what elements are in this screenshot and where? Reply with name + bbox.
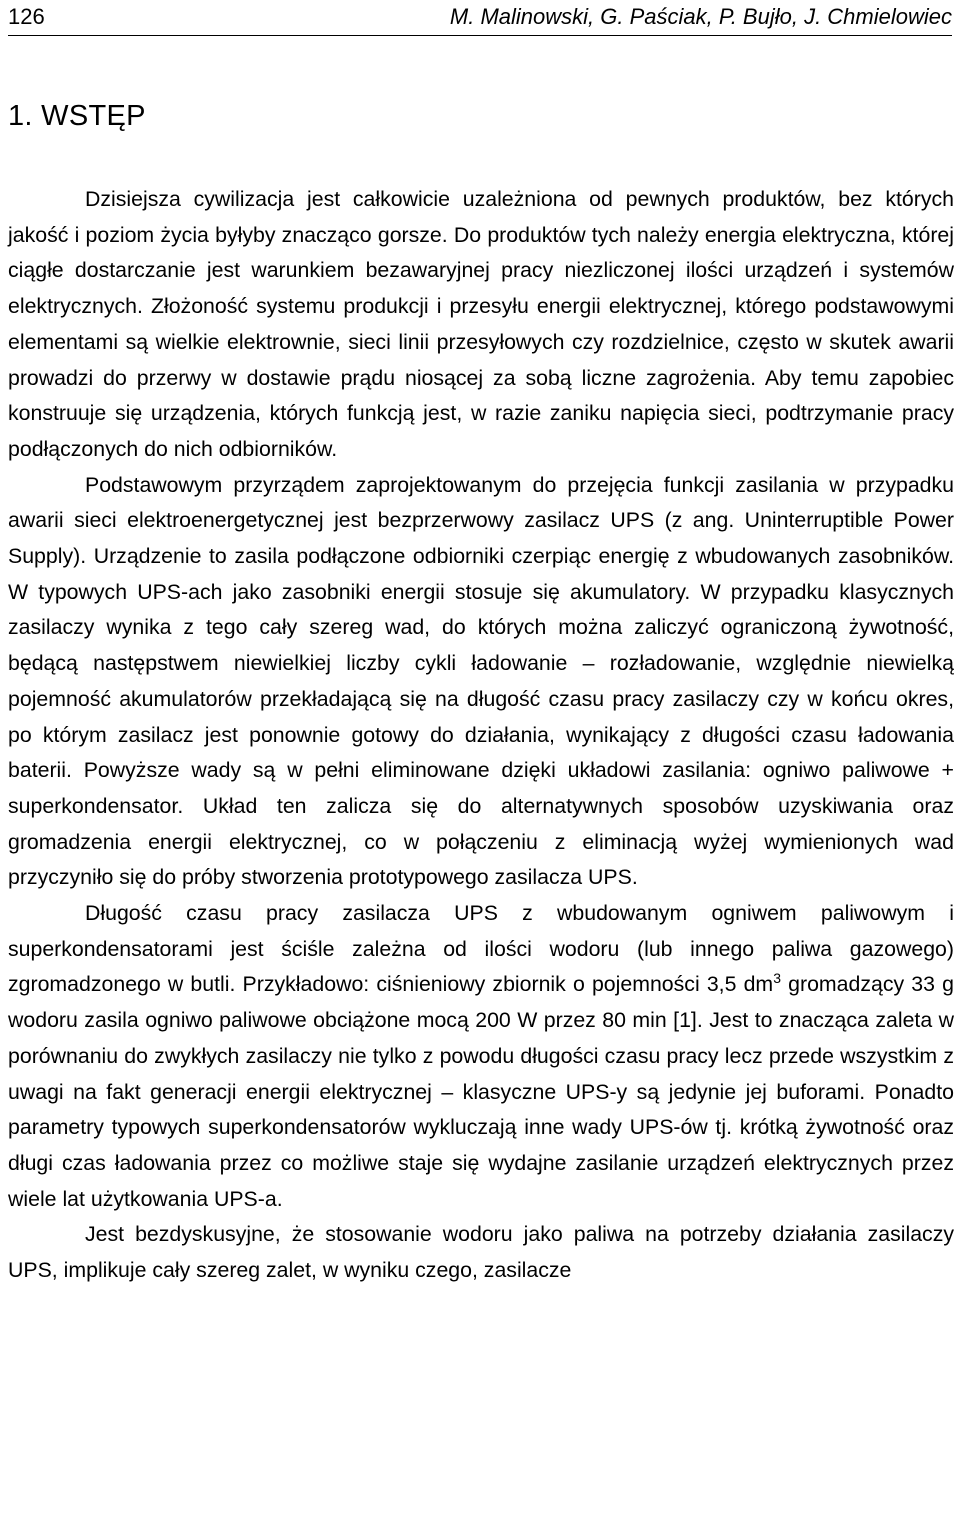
paragraph-3-text-b: gromadzący 33 g wodoru zasila ogniwo paliwowe obciążone mocą 200 W przez 80 min [1]. Jest to znacząca zaleta w porównaniu do zwykłych zasilaczy nie tylko z powodu długości czasu pracy lecz przede wszystkim z uwagi na fakt generacji energii elektrycznej – klasyczne UPS-y są jedynie jej buforami. Ponadto parametry typowych superkondensatorów wykluczają inne wady UPS-ów tj. krótką żywotność oraz długi czas ładowania przez co możliwe staje się wydajne zasilanie urządzeń elektrycznych przez wiele lat użytkowania UPS-a. (8, 972, 954, 1211)
header-rule (8, 35, 952, 36)
page-number: 126 (8, 4, 45, 29)
paragraph-3-text-a: Długość czasu pracy zasilacza UPS z wbudowanym ogniwem paliwowym i superkondensatorami jest ściśle zależna od ilości wodoru (lub innego paliwa gazowego) zgromadzonego w butli. Przykładowo: ciśnieniowy zbiornik o pojemności 3,5 dm (8, 901, 954, 997)
paragraph-2: Podstawowym przyrządem zaprojektowanym do przejęcia funkcji zasilania w przypadku awarii sieci elektroenergetycznej jest bezprzerwowy zasilacz UPS (z ang. Uninterruptible Power Supply). Urządzenie to zasila podłączone odbiorniki czerpiąc energię z wbudowanych zasobników. W typowych UPS-ach jako zasobniki energii stosuje się akumulatory. W przypadku klasycznych zasilaczy wynika z tego cały szereg wad, do których można zaliczyć ograniczoną żywotność, będącą następstwem niewielkiej liczby cykli ładowanie – rozładowanie, względnie niewielką pojemność akumulatorów przekładającą się na długość czasu pracy zasilaczy czy w końcu okres, po którym zasilacz jest ponownie gotowy do działania, wynikający z długości czasu ładowania baterii. Powyższe wady są w pełni eliminowane dzięki układowi zasilania: ogniwo paliwowe + superkondensator. Układ ten zalicza się do alternatywnych sposobów uzyskiwania oraz gromadzenia energii elektrycznej, co w połączeniu z eliminacją wyżej wymienionych wad przyczyniło się do próby stworzenia prototypowego zasilacza UPS. (8, 472, 954, 890)
section-heading: 1. WSTĘP (8, 100, 146, 132)
paragraph-1: Dzisiejsza cywilizacja jest całkowicie uzależniona od pewnych produktów, bez których jakość i poziom życia byłyby znacząco gorsze. Do produktów tych należy energia elektryczna, której ciągłe dostarczanie jest warunkiem bezawaryjnej pracy niezliczonej ilości urządzeń i systemów elektrycznych. Złożoność systemu produkcji i przesyłu energii elektrycznej, którego podstawowymi elementami są wielkie elektrownie, sieci linii przesyłowych czy rozdzielnice, często w skutek awarii prowadzi do przerwy w dostawie prądu niosącej za sobą liczne zagrożenia. Aby temu zapobiec konstruuje się urządzenia, których funkcją jest, w razie zaniku napięcia sieci, podtrzymanie pracy podłączonych do nich odbiorników. (8, 187, 954, 461)
running-header (8, 2, 952, 38)
body-text (8, 182, 954, 1289)
running-header-authors: M. Malinowski, G. Paściak, P. Bujło, J. Chmielowiec (449, 4, 952, 29)
paragraph-4: Jest bezdyskusyjne, że stosowanie wodoru jako paliwa na potrzeby działania zasilaczy UPS, implikuje cały szereg zalet, w wyniku czego, zasilacze (8, 1222, 954, 1283)
paragraph-3 (8, 896, 954, 1217)
superscript-cubic: 3 (773, 970, 781, 987)
